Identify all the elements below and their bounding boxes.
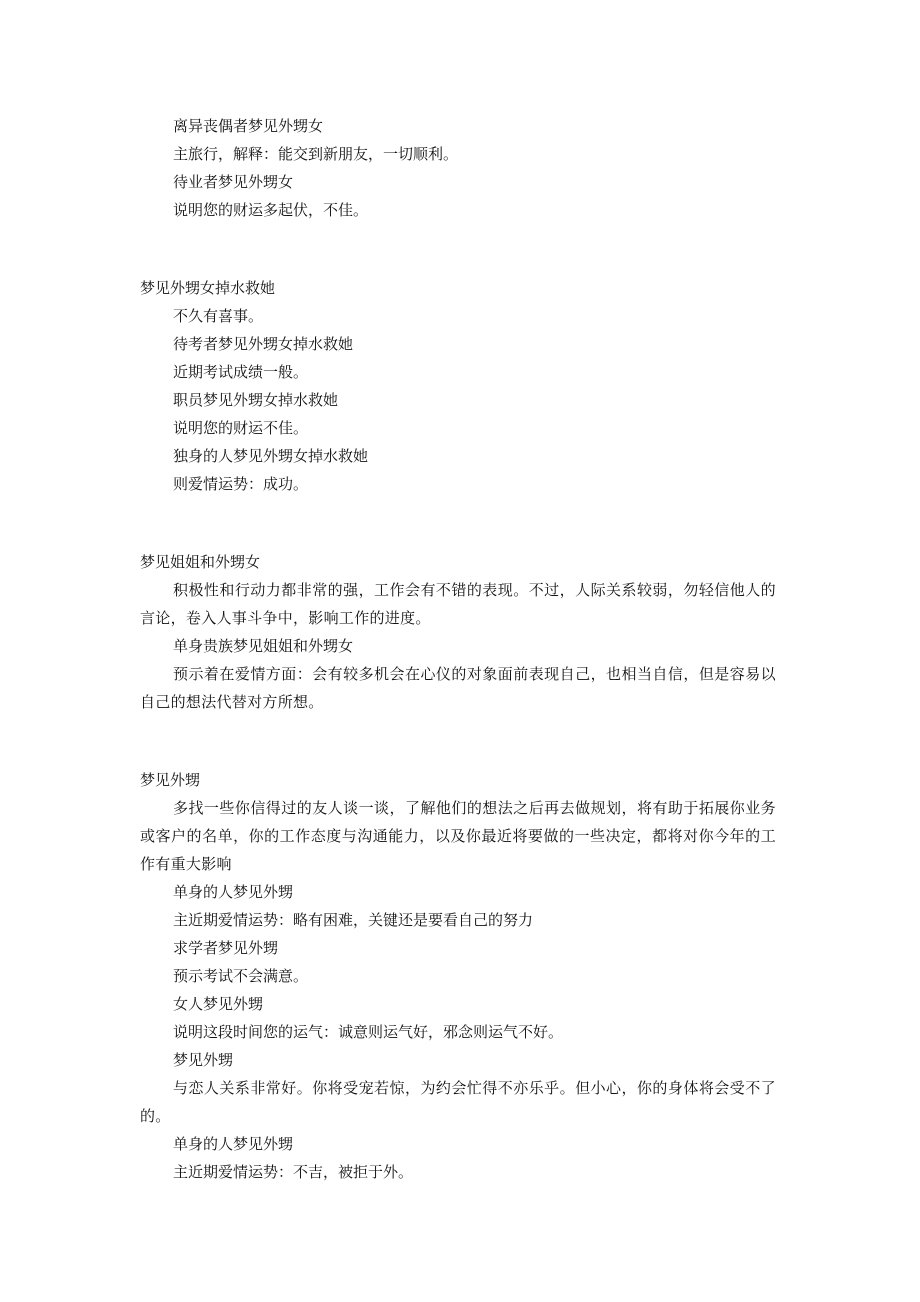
text-line: 说明您的财运不佳。 [173, 419, 309, 437]
text-line: 单身的人梦见外甥 [173, 883, 294, 901]
text-line: 则爱情运势：成功。 [173, 475, 309, 493]
text-line: 预示考试不会满意。 [173, 967, 309, 985]
section-nephew [140, 766, 776, 1186]
text-line: 梦见外甥 [173, 1051, 234, 1069]
text-line: 独身的人梦见外甥女掉水救她 [173, 447, 369, 465]
text-line: 近期考试成绩一般。 [173, 363, 309, 381]
section-heading: 梦见外甥 [140, 771, 201, 789]
text-line: 求学者梦见外甥 [173, 939, 279, 957]
text-line: 单身贵族梦见姐姐和外甥女 [173, 637, 354, 655]
text-line: 职员梦见外甥女掉水救她 [173, 391, 339, 409]
section-heading: 梦见外甥女掉水救她 [140, 279, 276, 297]
paragraph: 与恋人关系非常好。你将受宠若惊，为约会忙得不亦乐乎。但小心，你的身体将会受不了的。 [140, 1079, 776, 1125]
text-line: 离异丧偶者梦见外甥女 [173, 117, 324, 135]
section-spacer [140, 224, 776, 274]
document-body [140, 112, 776, 1186]
text-line: 主旅行，解释：能交到新朋友，一切顺利。 [173, 145, 459, 163]
text-line: 说明您的财运多起伏，不佳。 [173, 201, 369, 219]
section-heading: 梦见姐姐和外甥女 [140, 553, 261, 571]
paragraph: 多找一些你信得过的友人谈一谈，了解他们的想法之后再去做规划，将有助于拓展你业务或客户的名单，你的工作态度与沟通能力，以及你最近将要做的一些决定，都将对你今年的工作有重大影响 [140, 799, 776, 873]
paragraph: 积极性和行动力都非常的强，工作会有不错的表现。不过，人际关系较弱，勿轻信他人的言论，卷入人事斗争中，影响工作的进度。 [140, 581, 776, 627]
text-line: 待考者梦见外甥女掉水救她 [173, 335, 354, 353]
text-line: 女人梦见外甥 [173, 995, 264, 1013]
section-divorced-widowed [140, 112, 776, 224]
text-line: 待业者梦见外甥女 [173, 173, 294, 191]
section-niece-fell-in-water [140, 274, 776, 498]
text-line: 说明这段时间您的运气：诚意则运气好，邪念则运气不好。 [173, 1023, 564, 1041]
text-line: 主近期爱情运势：略有困难，关键还是要看自己的努力 [173, 911, 534, 929]
section-spacer [140, 498, 776, 548]
paragraph: 预示着在爱情方面：会有较多机会在心仪的对象面前表现自己，也相当自信，但是容易以自己的想法代替对方所想。 [140, 665, 776, 711]
text-line: 不久有喜事。 [173, 307, 264, 325]
text-line: 主近期爱情运势：不吉，被拒于外。 [173, 1163, 414, 1181]
section-spacer [140, 716, 776, 766]
section-sister-and-niece [140, 548, 776, 716]
text-line: 单身的人梦见外甥 [173, 1135, 294, 1153]
